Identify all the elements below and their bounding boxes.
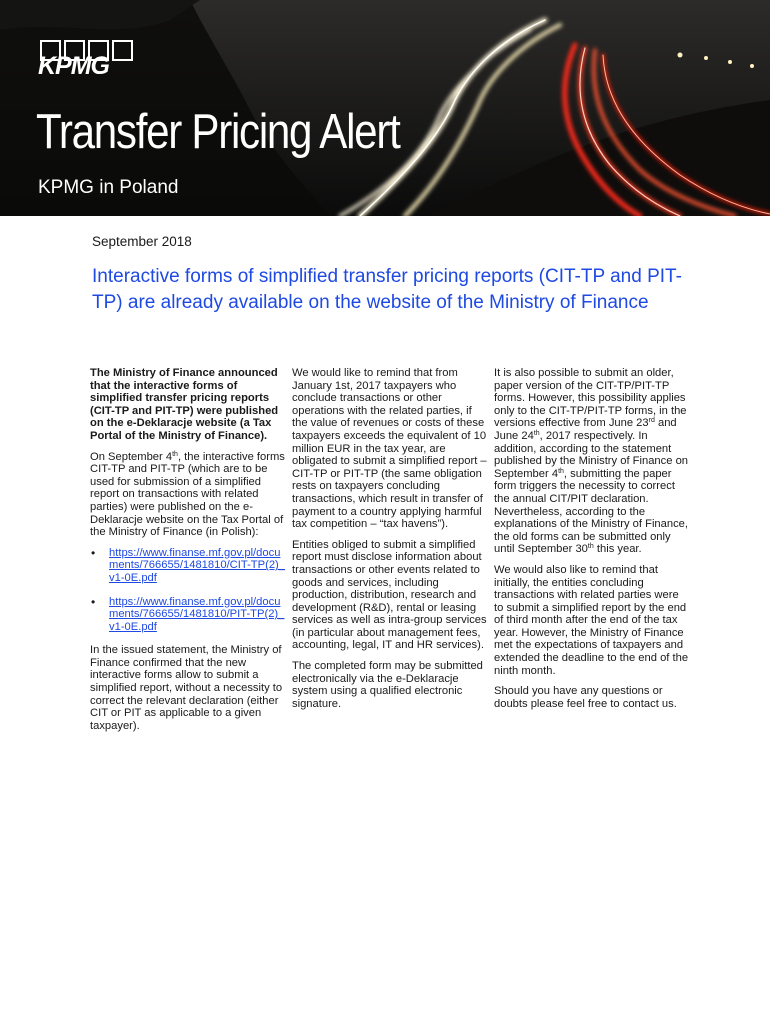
banner-subtitle: KPMG in Poland (38, 177, 179, 198)
paragraph: It is also possible to submit an older, paper version of the CIT-TP/PIT-TP forms. However, this possibility applies only to the CIT-TP/PIT-TP forms, in the versions effective from June 23rd and June 24th, 2017 respectively. In addition, according to the statement published by the Ministry of Finance on September 4th, submitting the paper form triggers the necessity to correct the annual CIT/PIT declaration. Nevertheless, according to the explanations of the Ministry of Finance, the old forms can be submitted only until September 30th this year. (494, 367, 689, 556)
logo-text: KPMG (38, 52, 109, 80)
paragraph: We would also like to remind that initially, the entities concluding transactions with related parties were to submit a simplified report by the end of third month after the end of the tax year. However, the Ministry of Finance met the expectations of taxpayers and extended the deadline to the end of the ninth month. (494, 563, 689, 677)
headline: Interactive forms of simplified transfer pricing reports (CIT-TP and PIT-TP) are already available on the website of the Ministry of Finance (92, 266, 682, 313)
banner-image (0, 0, 770, 216)
cit-tp-form-link[interactable]: https://www.finanse.mf.gov.pl/documents/766655/1481810/CIT-TP(2)_v1-0E.pdf (109, 546, 285, 584)
bullet-icon: • (91, 594, 96, 609)
publication-date: September 2018 (92, 234, 192, 249)
column-1 (90, 367, 285, 740)
column-3 (494, 367, 689, 718)
paragraph: On September 4th, the interactive forms CIT-TP and PIT-TP (which are to be used for submission of a simplified report on transactions with related parties) were published on the e-Deklaracje website on the Tax Portal of the Ministry of Finance (in Polish): (90, 450, 285, 539)
lead-paragraph: The Ministry of Finance announced that the interactive forms of simplified transfer pricing reports (CIT-TP and PIT-TP) were published on the e-Deklaracje website (a Tax Portal of the Ministry of Finance). (90, 367, 279, 442)
banner-title: Transfer Pricing Alert (36, 105, 400, 159)
paragraph: The completed form may be submitted electronically via the e-Deklaracje system using a qualified electronic signature. (292, 660, 483, 710)
bullet-icon: • (91, 545, 96, 560)
list-item (90, 547, 285, 585)
list-item (90, 596, 285, 634)
link-list (90, 547, 285, 634)
column-2 (292, 367, 487, 718)
paragraph: Should you have any questions or doubts please feel free to contact us. (494, 685, 677, 710)
paragraph: In the issued statement, the Ministry of Finance confirmed that the new interactive forms allow to submit a simplified report, without a necessity to correct the relevant declaration (either CIT or PIT as applicable to a given taxpayer). (90, 644, 283, 732)
paragraph: We would like to remind that from January 1st, 2017 taxpayers who conclude transactions or other operations with the related parties, if the value of revenues or costs of these taxpayers exceeds the equivalent of 10 million EUR in the tax year, are obligated to submit a simplified report – CIT-TP or PIT-TP (the same obligation rests on taxpayers concluding transactions, which result in transfer of payment to a country applying harmful tax competition – “tax havens”). (292, 367, 487, 531)
kpmg-logo (38, 40, 138, 80)
paragraph: Entities obliged to submit a simplified report must disclose information about transactions or other events related to goods and services, including production, distribution, research and development (R&D), rental or leasing services as well as intra-group services (in particular about management fees, accounting, legal, IT and HR services). (292, 538, 487, 652)
pit-tp-form-link[interactable]: https://www.finanse.mf.gov.pl/documents/766655/1481810/PIT-TP(2)_v1-0E.pdf (109, 595, 285, 633)
